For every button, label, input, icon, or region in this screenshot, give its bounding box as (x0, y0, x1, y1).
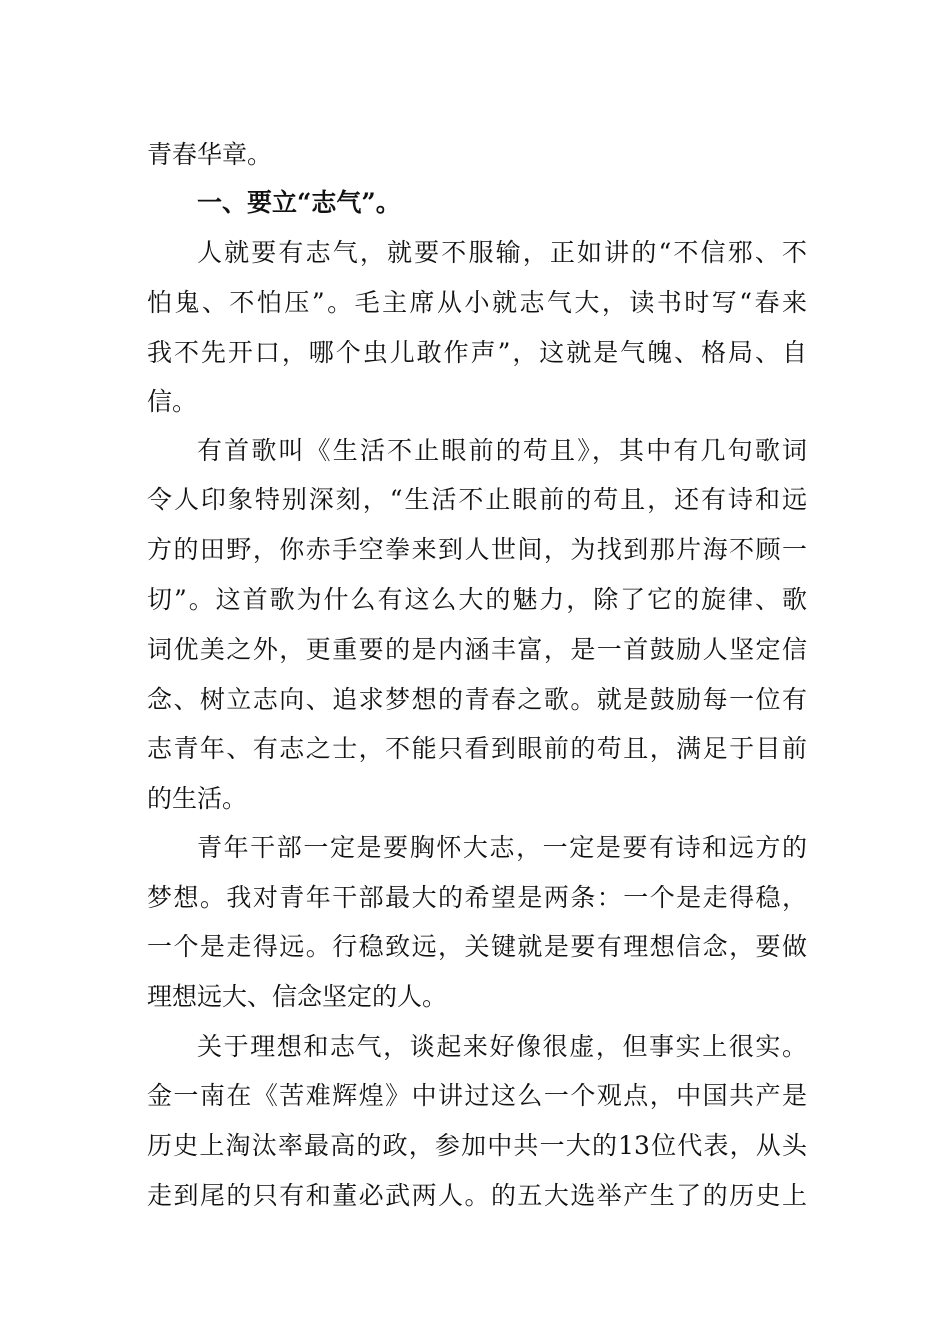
paragraph-line: 切”。这首歌为什么有这么大的魅力，除了它的旋律、歌 (147, 585, 807, 614)
paragraph-end-line: 青春华章。 (147, 140, 273, 169)
paragraph-line: 金一南在《苦难辉煌》中讲过这么一个观点，中国共产是 (147, 1081, 807, 1110)
paragraph-line: 我不先开口，哪个虫儿敢作声”，这就是气魄、格局、自 (147, 338, 807, 367)
paragraph-line: 走到尾的只有和董必武两人。的五大选举产生了的历史上 (147, 1181, 807, 1210)
paragraph-line: 方的田野，你赤手空拳来到人世间，为找到那片海不顾一 (147, 535, 807, 564)
paragraph-line: 青年干部一定是要胸怀大志，一定是要有诗和远方的 (197, 833, 807, 862)
paragraph-line: 梦想。我对青年干部最大的希望是两条：一个是走得稳， (147, 883, 807, 912)
paragraph-end-line: 理想远大、信念坚定的人。 (147, 982, 448, 1011)
section-heading: 一、要立“志气”。 (197, 188, 401, 217)
paragraph-line: 有首歌叫《生活不止眼前的苟且》，其中有几句歌词 (197, 436, 807, 465)
paragraph-line: 令人印象特别深刻，“生活不止眼前的苟且，还有诗和远 (147, 485, 807, 514)
paragraph-line: 一个是走得远。行稳致远，关键就是要有理想信念，要做 (147, 932, 807, 961)
paragraph-line: 念、树立志向、追求梦想的青春之歌。就是鼓励每一位有 (147, 685, 807, 714)
paragraph-line: 人就要有志气，就要不服输，正如讲的“不信邪、不 (197, 238, 807, 267)
paragraph-end-line: 信。 (147, 387, 198, 416)
paragraph-line: 词优美之外，更重要的是内涵丰富，是一首鼓励人坚定信 (147, 635, 807, 664)
paragraph-line: 怕鬼、不怕压”。毛主席从小就志气大，读书时写“春来 (147, 288, 807, 317)
paragraph-line: 志青年、有志之士，不能只看到眼前的苟且，满足于目前 (147, 734, 807, 763)
paragraph-line: 历史上淘汰率最高的政，参加中共一大的13位代表，从头 (147, 1131, 807, 1160)
paragraph-line: 关于理想和志气，谈起来好像很虚，但事实上很实。 (197, 1032, 807, 1061)
paragraph-end-line: 的生活。 (147, 784, 248, 813)
